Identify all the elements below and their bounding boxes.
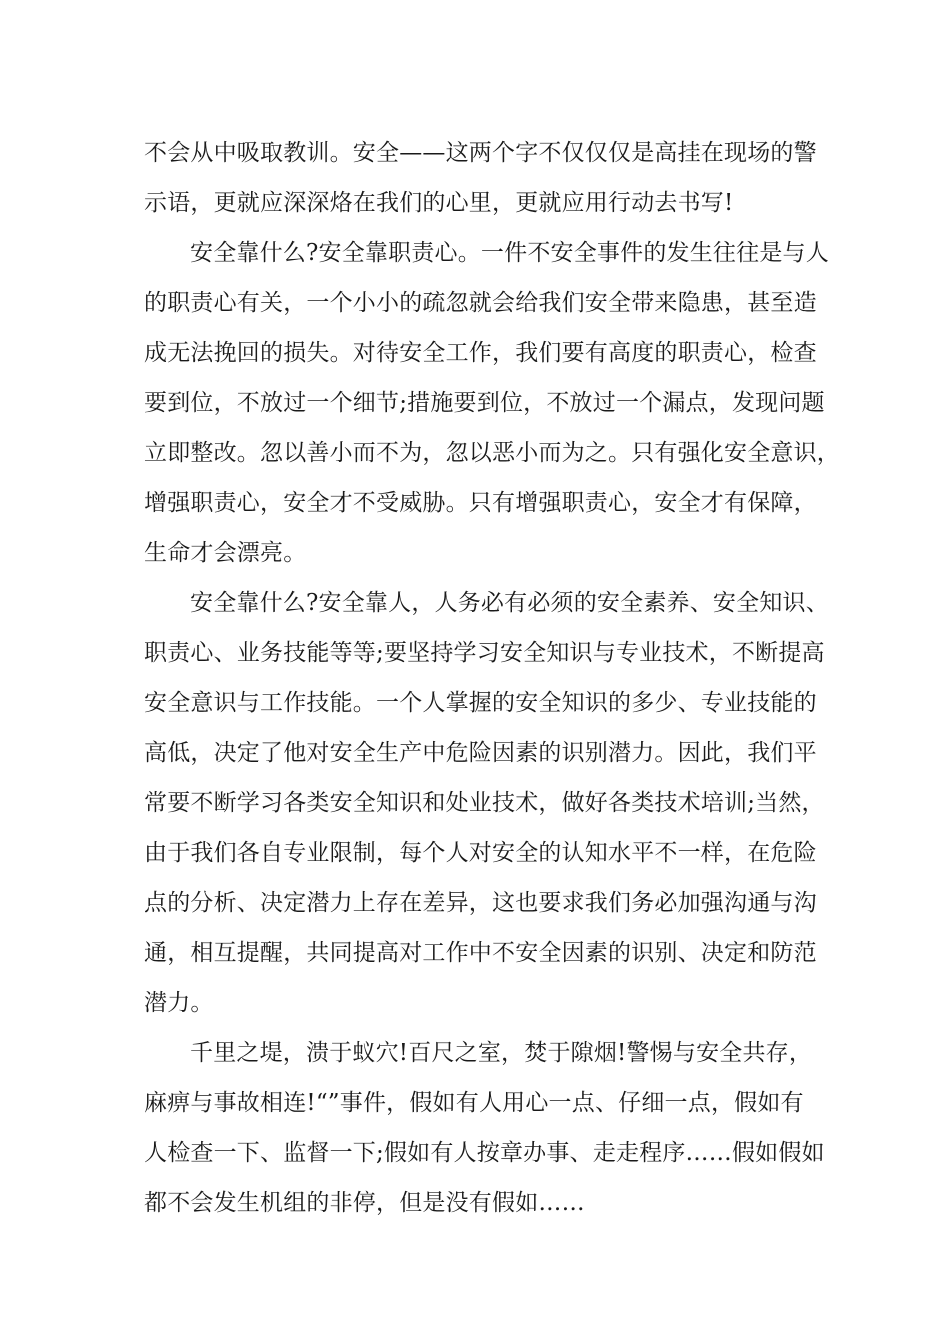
text-line: 生命才会漂亮。 bbox=[144, 540, 307, 566]
text-line: 由于我们各自专业限制，每个人对安全的认知水平不一样，在危险 bbox=[144, 840, 817, 866]
document-body bbox=[144, 128, 840, 1228]
text-line: 成无法挽回的损失。对待安全工作，我们要有高度的职责心，检查 bbox=[144, 340, 817, 366]
text-line: 潜力。 bbox=[144, 990, 214, 1016]
text-line: 麻痹与事故相连!“”事件，假如有人用心一点、仔细一点，假如有 bbox=[144, 1090, 804, 1116]
text-line: 的职责心有关，一个小小的疏忽就会给我们安全带来隐患，甚至造 bbox=[144, 290, 817, 316]
paragraph-1 bbox=[144, 128, 824, 228]
text-line: 人检查一下、监督一下;假如有人按章办事、走走程序……假如假如 bbox=[144, 1140, 825, 1166]
text-line: 高低，决定了他对安全生产中危险因素的识别潜力。因此，我们平 bbox=[144, 740, 817, 766]
paragraph-2 bbox=[144, 228, 840, 578]
text-line: 千里之堤，溃于蚁穴!百尺之室，焚于隙烟!警惕与安全共存， bbox=[190, 1040, 813, 1066]
text-line: 常要不断学习各类安全知识和处业技术，做好各类技术培训;当然， bbox=[144, 790, 825, 816]
paragraph-3 bbox=[144, 578, 829, 1028]
text-line: 立即整改。忽以善小而不为，忽以恶小而为之。只有强化安全意识， bbox=[144, 440, 840, 466]
text-line: 安全靠什么?安全靠职责心。一件不安全事件的发生往往是与人 bbox=[190, 240, 829, 266]
paragraph-4 bbox=[144, 1028, 824, 1228]
text-line: 安全靠什么?安全靠人，人务必有必须的安全素养、安全知识、 bbox=[190, 590, 829, 616]
text-line: 增强职责心，安全才不受威胁。只有增强职责心，安全才有保障， bbox=[144, 490, 817, 516]
text-line: 安全意识与工作技能。一个人掌握的安全知识的多少、专业技能的 bbox=[144, 690, 817, 716]
text-line: 点的分析、决定潜力上存在差异，这也要求我们务必加强沟通与沟 bbox=[144, 890, 817, 916]
text-line: 通，相互提醒，共同提高对工作中不安全因素的识别、决定和防范 bbox=[144, 940, 817, 966]
text-line: 都不会发生机组的非停，但是没有假如…… bbox=[144, 1190, 585, 1216]
text-line: 职责心、业务技能等等;要坚持学习安全知识与专业技术，不断提高 bbox=[144, 640, 825, 666]
text-line: 示语，更就应深深烙在我们的心里，更就应用行动去书写! bbox=[144, 190, 734, 216]
text-line: 要到位，不放过一个细节;措施要到位，不放过一个漏点，发现问题 bbox=[144, 390, 825, 416]
text-line: 不会从中吸取教训。安全——这两个字不仅仅仅是高挂在现场的警 bbox=[144, 140, 817, 166]
